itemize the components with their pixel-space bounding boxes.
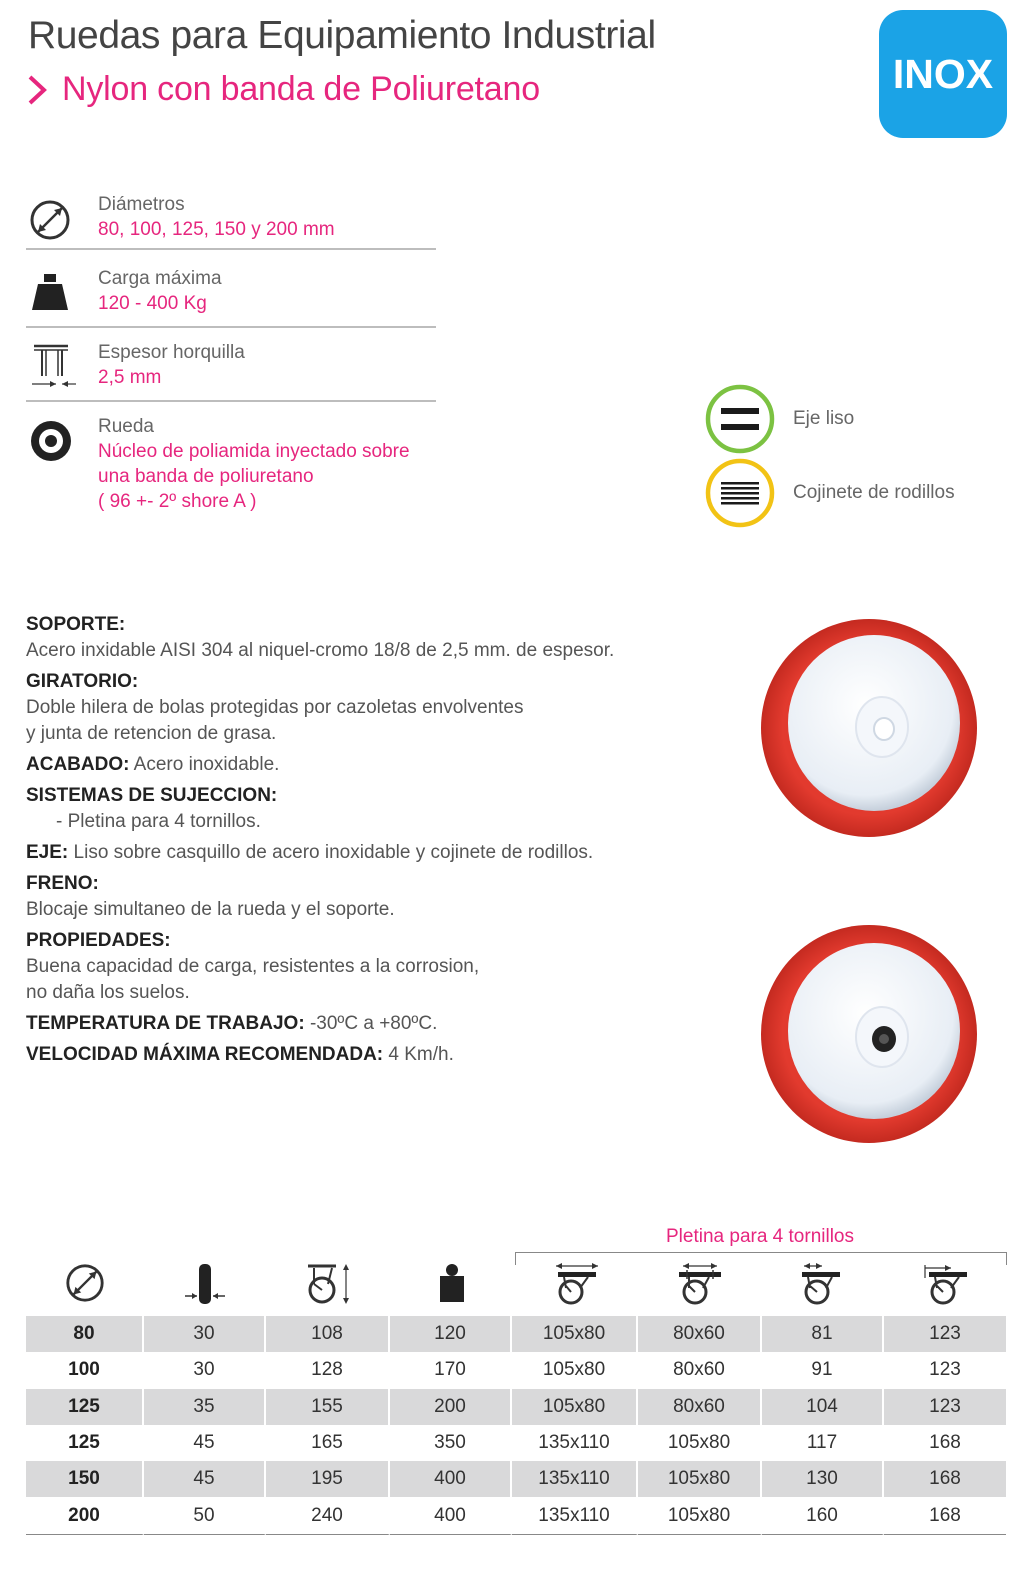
table-cell: 80 xyxy=(26,1316,144,1352)
table-cell: 104 xyxy=(762,1389,884,1425)
table-cell: 195 xyxy=(266,1461,390,1497)
table-cell: 35 xyxy=(144,1389,266,1425)
table-cell: 91 xyxy=(762,1352,884,1388)
table-cell: 100 xyxy=(26,1352,144,1388)
spec-wheel xyxy=(26,412,436,522)
wheel-image-roller-bearing xyxy=(758,923,980,1145)
spec-label: Diámetros xyxy=(98,194,185,215)
spec-label: Espesor horquilla xyxy=(98,342,245,363)
bolt-spacing-icon xyxy=(677,1262,723,1306)
table-cell: 123 xyxy=(884,1389,1006,1425)
page-subtitle: Nylon con banda de Poliuretano xyxy=(62,70,540,108)
table-cell: 125 xyxy=(26,1389,144,1425)
table-cell: 117 xyxy=(762,1425,884,1461)
spec-max-load xyxy=(26,264,436,328)
table-cell: 125 xyxy=(26,1425,144,1461)
table-cell: 45 xyxy=(144,1461,266,1497)
table-cell: 30 xyxy=(144,1352,266,1388)
diameter-icon xyxy=(28,198,72,242)
product-description xyxy=(26,612,726,1068)
table-cell: 50 xyxy=(144,1497,266,1534)
section-text: Acero inxidable AISI 304 al niquel-cromo 18/8 de 2,5 mm. de espesor. xyxy=(26,640,615,661)
spec-value-line: Núcleo de poliamida inyectado sobre xyxy=(98,441,410,462)
table-row xyxy=(26,1461,1006,1497)
swivel-radius-icon xyxy=(921,1262,969,1306)
plain-axle-icon xyxy=(705,384,775,454)
table-cell: 240 xyxy=(266,1497,390,1534)
spec-value-line: ( 96 +- 2º shore A ) xyxy=(98,491,257,512)
table-cell: 400 xyxy=(390,1461,512,1497)
wheel-width-icon xyxy=(183,1262,227,1306)
section-heading: FRENO: xyxy=(26,873,99,894)
table-cell: 135x110 xyxy=(512,1461,638,1497)
chevron-right-icon xyxy=(26,73,48,107)
weight-icon xyxy=(28,270,72,314)
table-cell: 105x80 xyxy=(638,1461,762,1497)
spec-fork-thickness xyxy=(26,338,436,402)
table-cell: 123 xyxy=(884,1316,1006,1352)
wheel-icon xyxy=(28,418,74,464)
table-cell: 168 xyxy=(929,1432,961,1454)
section-heading: ACABADO: xyxy=(26,754,130,775)
table-cell: 170 xyxy=(390,1352,512,1388)
table-cell: 108 xyxy=(266,1316,390,1352)
table-cell: 80x60 xyxy=(638,1352,762,1388)
table-cell: 105x80 xyxy=(512,1389,638,1425)
section-heading: SOPORTE: xyxy=(26,614,126,635)
spec-value-line: una banda de poliuretano xyxy=(98,466,314,487)
spec-label: Carga máxima xyxy=(98,268,222,289)
table-cell: 105x80 xyxy=(638,1425,762,1461)
legend-roller-bearing xyxy=(705,458,955,528)
subtitle-row xyxy=(26,70,540,109)
plate-offset-icon xyxy=(800,1262,842,1306)
table-cell: 135x110 xyxy=(512,1497,638,1534)
section-text: no daña los suelos. xyxy=(26,982,190,1003)
table-cell: 30 xyxy=(144,1316,266,1352)
roller-bearing-icon xyxy=(705,458,775,528)
section-text: - Pletina para 4 tornillos. xyxy=(56,811,261,832)
load-icon xyxy=(435,1262,469,1304)
table-cell: 123 xyxy=(929,1359,961,1381)
section-text: Buena capacidad de carga, resistentes a la corrosion, xyxy=(26,956,480,977)
section-heading: GIRATORIO: xyxy=(26,671,139,692)
section-text: y junta de retencion de grasa. xyxy=(26,723,277,744)
section-heading: VELOCIDAD MÁXIMA RECOMENDADA: xyxy=(26,1044,384,1065)
section-text: Doble hilera de bolas protegidas por cazoletas envolventes xyxy=(26,697,524,718)
table-row xyxy=(26,1316,1006,1352)
table-cell: 160 xyxy=(762,1497,884,1534)
table-cell: 350 xyxy=(390,1425,512,1461)
fork-thickness-icon xyxy=(28,340,80,392)
table-cell: 135x110 xyxy=(512,1425,638,1461)
section-heading: SISTEMAS DE SUJECCION: xyxy=(26,785,278,806)
table-cell: 105x80 xyxy=(512,1352,638,1388)
table-cell: 168 xyxy=(884,1497,1006,1534)
table-cell: 200 xyxy=(26,1497,144,1534)
section-text: Acero inoxidable. xyxy=(129,754,280,775)
wheel-image-plain-axle xyxy=(758,617,980,839)
table-cell: 400 xyxy=(390,1497,512,1534)
table-row xyxy=(26,1352,1006,1388)
table-row xyxy=(26,1389,1006,1425)
table-cell: 105x80 xyxy=(638,1497,762,1534)
table-cell: 200 xyxy=(390,1389,512,1425)
section-text: 4 Km/h. xyxy=(383,1044,454,1065)
table-cell: 130 xyxy=(762,1461,884,1497)
dimensions-table xyxy=(26,1316,1006,1535)
table-cell: 80x60 xyxy=(638,1316,762,1352)
table-cell: 80x60 xyxy=(638,1389,762,1425)
page-title: Ruedas para Equipamiento Industrial xyxy=(28,14,656,57)
table-cell: 150 xyxy=(26,1461,144,1497)
table-cell: 128 xyxy=(266,1352,390,1388)
spec-label: Rueda xyxy=(98,416,154,437)
section-heading: EJE: xyxy=(26,842,69,863)
plate-size-icon xyxy=(554,1262,600,1306)
table-cell: 165 xyxy=(266,1425,390,1461)
table-row xyxy=(26,1497,1006,1534)
section-heading: TEMPERATURA DE TRABAJO: xyxy=(26,1013,305,1034)
pletina-title: Pletina para 4 tornillos xyxy=(666,1226,854,1247)
section-text: Liso sobre casquillo de acero inoxidable y cojinete de rodillos. xyxy=(68,842,594,863)
section-heading: PROPIEDADES: xyxy=(26,930,171,951)
section-text: -30ºC a +80ºC. xyxy=(304,1013,438,1034)
spec-value: 80, 100, 125, 150 y 200 mm xyxy=(98,219,335,240)
table-cell: 155 xyxy=(266,1389,390,1425)
table-cell: 120 xyxy=(390,1316,512,1352)
table-cell: 105x80 xyxy=(512,1316,638,1352)
spec-value: 2,5 mm xyxy=(98,367,162,388)
table-cell: 168 xyxy=(884,1461,1006,1497)
legend-label: Eje liso xyxy=(793,408,855,429)
spec-value: 120 - 400 Kg xyxy=(98,293,207,314)
table-cell: 81 xyxy=(762,1316,884,1352)
legend-plain-axle xyxy=(705,384,854,454)
inox-badge: INOX xyxy=(879,10,1007,138)
legend-label: Cojinete de rodillos xyxy=(793,482,955,503)
caster-height-icon xyxy=(306,1262,352,1306)
table-cell: 45 xyxy=(144,1425,266,1461)
table-row xyxy=(26,1425,1006,1461)
diameter-icon xyxy=(64,1262,106,1304)
section-text: Blocaje simultaneo de la rueda y el soporte. xyxy=(26,899,395,920)
spec-diameters xyxy=(26,190,436,250)
